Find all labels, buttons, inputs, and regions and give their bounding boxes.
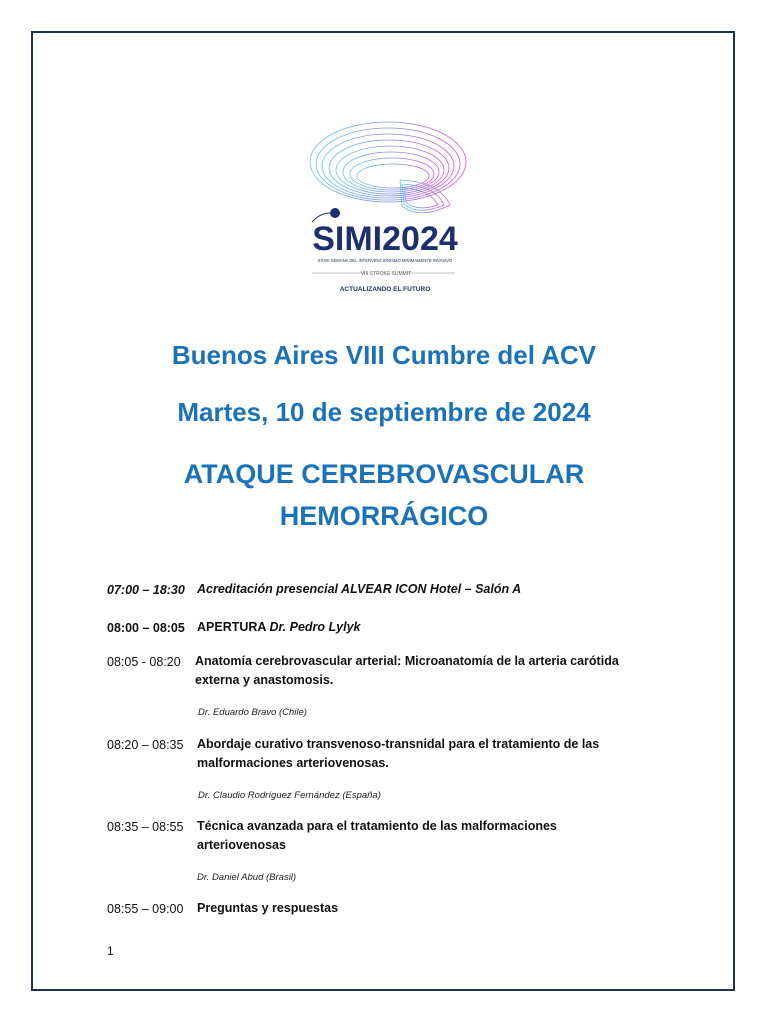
logo-name: SIMI2024 [312, 220, 458, 258]
agenda-title-line1: Anatomía cerebrovascular arterial: Microanatomía de la arteria carótida [195, 654, 619, 668]
logo-subtitle: XXXIII SEMANA DEL INTERVENCIONISMO MINIMAMENTE INVASIVO [317, 258, 453, 263]
agenda-title-line2: externa y anastomosis. [195, 673, 334, 687]
session-title-line2: HEMORRÁGICO [279, 501, 489, 531]
agenda-title-line2: malformaciones arteriovenosas. [197, 756, 389, 770]
agenda-speaker: Dr. Daniel Abud (Brasil) [197, 872, 297, 883]
agenda-speaker-inline: Dr. Pedro Lylyk [269, 620, 361, 634]
agenda-title: Preguntas y respuestas [197, 901, 339, 915]
agenda-time: 08:00 – 08:05 [107, 621, 185, 635]
agenda-time: 08:05 - 08:20 [107, 655, 181, 669]
session-title [32, 453, 736, 537]
agenda-title-main: APERTURA [197, 620, 266, 634]
logo-tagline: ACTUALIZANDO EL FUTURO [339, 286, 431, 293]
agenda-title-line1: Abordaje curativo transvenoso-transnidal para el tratamiento de las [197, 737, 600, 751]
dot-icon [330, 208, 340, 218]
agenda-speaker: Dr. Eduardo Bravo (Chile) [198, 707, 307, 718]
event-date: Martes, 10 de septiembre de 2024 [177, 397, 591, 427]
logo-summit: VIII STROKE SUMMIT [360, 271, 412, 277]
agenda-title-line1: Técnica avanzada para el tratamiento de las malformaciones [197, 819, 557, 833]
agenda-title-line2: arteriovenosas [197, 838, 286, 852]
simi2024-logo [290, 110, 480, 306]
agenda-speaker: Dr. Claudio Rodríguez Fernández (España) [198, 790, 381, 801]
agenda-title: Acreditación presencial ALVEAR ICON Hotel – Salón A [197, 582, 522, 596]
page-number: 1 [107, 944, 114, 958]
agenda-time: 08:20 – 08:35 [107, 738, 184, 752]
agenda-time: 08:55 – 09:00 [107, 902, 184, 916]
brain-graphic [310, 122, 466, 213]
agenda-time: 08:35 – 08:55 [107, 820, 184, 834]
session-title-line1: ATAQUE CEREBROVASCULAR [183, 459, 585, 489]
agenda-title [197, 617, 360, 638]
event-title: Buenos Aires VIII Cumbre del ACV [171, 340, 597, 370]
agenda-time: 07:00 – 18:30 [107, 583, 185, 597]
